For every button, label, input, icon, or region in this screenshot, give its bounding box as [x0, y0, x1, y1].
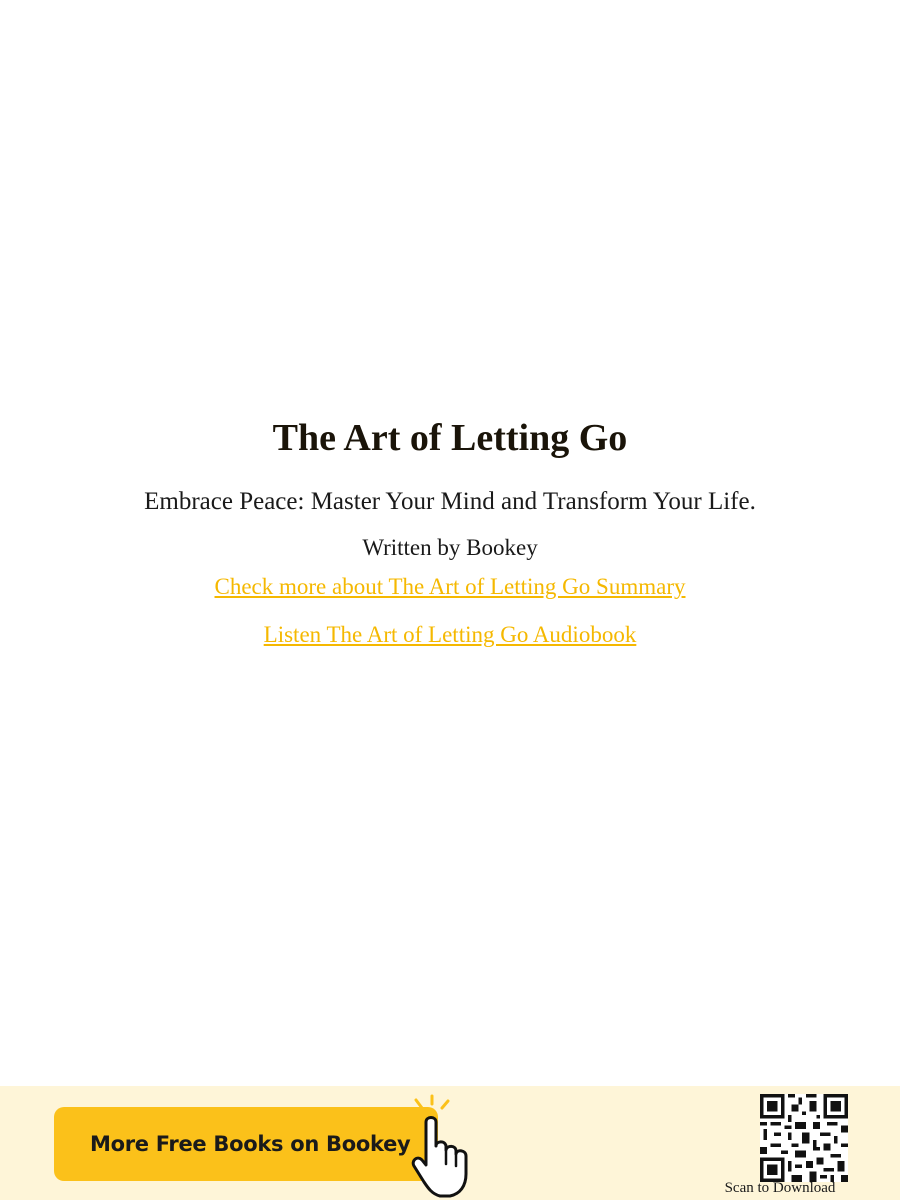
pointing-hand-icon [404, 1094, 488, 1200]
author-line: Written by Bookey [362, 535, 538, 560]
audiobook-link[interactable]: Listen The Art of Letting Go Audiobook [263, 622, 637, 647]
more-free-books-button[interactable]: More Free Books on Bookey [54, 1107, 438, 1181]
book-tagline: Embrace Peace: Master Your Mind and Transform Your Life. [144, 488, 756, 515]
scan-to-download-label: Scan to Download [724, 1180, 836, 1196]
title-block [0, 412, 900, 652]
summary-link[interactable]: Check more about The Art of Letting Go Summary [214, 574, 686, 599]
book-title: The Art of Letting Go [272, 417, 628, 459]
footer-banner [0, 1086, 900, 1200]
qr-code-icon [760, 1094, 848, 1182]
